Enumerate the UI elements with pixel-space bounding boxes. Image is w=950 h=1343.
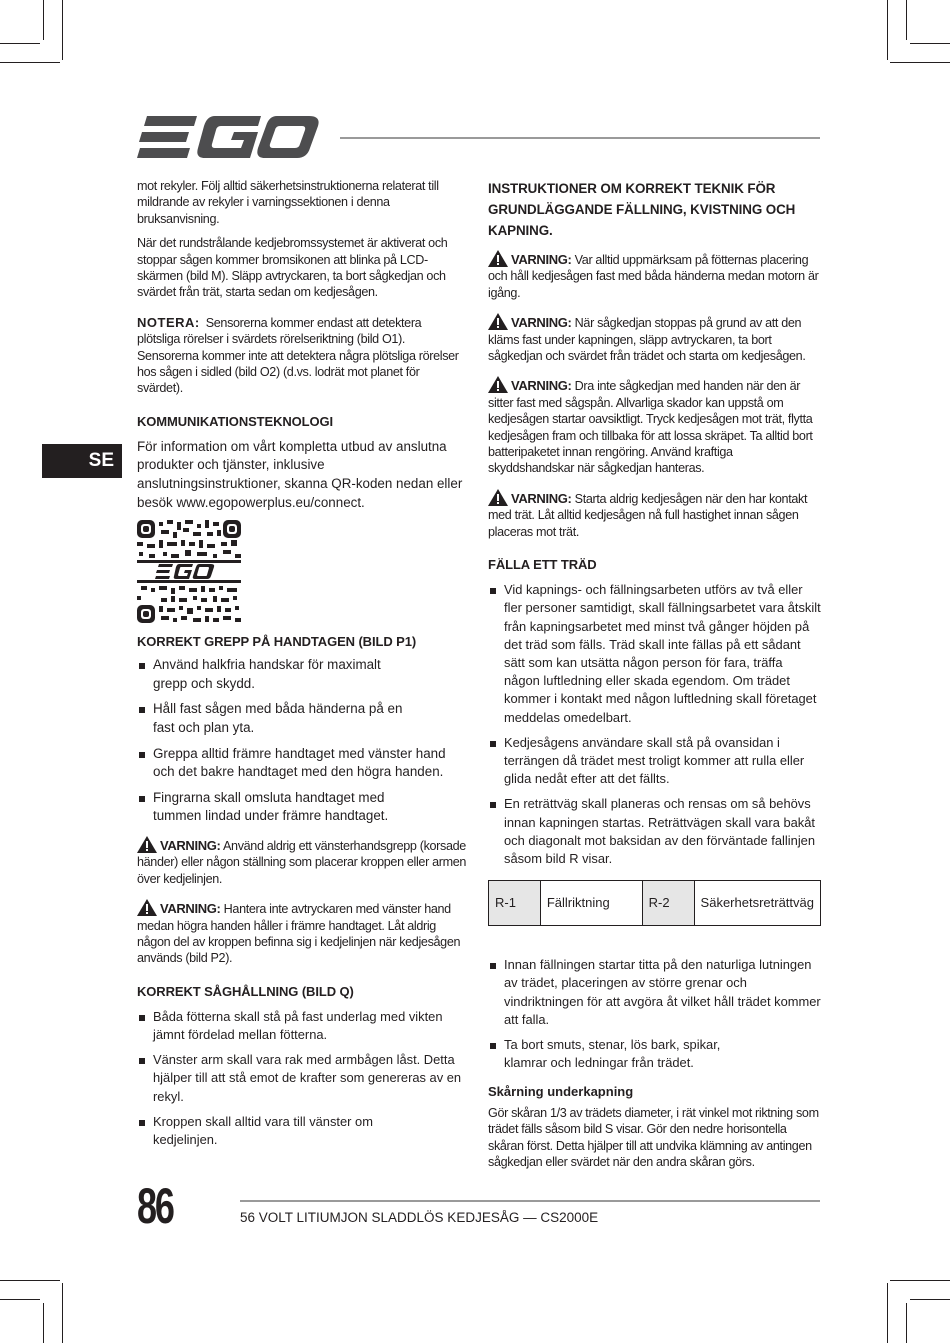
list-item: Innan fällningen startar titta på den naturliga lutningen av trädet, placeringen av större grenar och vindriktningen för att avgöra åt vilket håll trädet kommer att falla.	[488, 956, 821, 1029]
warning-label: VARNING:	[160, 838, 221, 853]
list-item: Vänster arm skall vara rak med armbågen låst. Detta hjälper till att stå emot de krafter som genereras av en rekyl.	[137, 1051, 467, 1106]
warning-block	[137, 836, 467, 887]
page-number: 86	[137, 1178, 173, 1234]
crop-mark	[0, 62, 60, 63]
list-item: Kroppen skall alltid vara till vänster om kedjelinjen.	[137, 1113, 467, 1149]
table-cell: R-1	[489, 881, 541, 926]
notch-text: Gör skåran 1/3 av trädets diameter, i rät vinkel mot riktning som trädet fälls såsom bild S visar. Gör den nedre horisontella skåran först. Detta hjälper till att undvika klämning av antingen sågkedjan eller svärdet när den andra skåran görs.	[488, 1105, 819, 1169]
crop-mark	[0, 1280, 60, 1281]
table-cell: Säkerhetsreträttväg	[694, 881, 820, 926]
table-row	[489, 881, 821, 926]
warning-triangle-icon	[137, 899, 157, 916]
language-tab: SE	[42, 444, 122, 478]
list-item: En reträttväg skall planeras och rensas om så behövs innan kapningen startas. Reträttvägen skall vara bakåt och diagonalt mot baksidan av den förväntade fallinjen såsom bild R visar.	[488, 795, 821, 868]
crop-mark	[906, 1303, 907, 1343]
table-cell: R-2	[642, 881, 694, 926]
felling-list-2	[488, 956, 821, 1072]
list-item: Vid kapnings- och fällningsarbeten utförs av två eller fler personer samtidigt, skall fällningsarbetet vara åtskilt från kapningsarbetet med minst två gånger höjden på det träd som fälls. Träd skall inte fällas på ett sådant sätt som kan utsätta någon person för fara, träffa någon luftledning eller skada egendom. Om trädet kommer i kontakt med någon luftledning skall företaget meddelas omedelbart.	[488, 581, 821, 727]
crop-mark	[62, 0, 63, 60]
list-item: Greppa alltid främre handtaget med vänster hand och det bakre handtaget med den högra handen.	[137, 745, 467, 782]
warning-block	[488, 250, 821, 301]
warning-label: VARNING:	[511, 315, 572, 331]
warning-text: När sågkedjan stoppas på grund av att den kläms fast under kapningen, släpp avtryckaren, ta bort sågkedjan och svärdet från trädet och starta om kedjesågen.	[488, 316, 806, 364]
stance-heading: KORREKT SÅGHÅLLNING (BILD Q)	[137, 983, 354, 999]
warning-block	[488, 489, 821, 540]
footer-rule	[240, 1200, 820, 1202]
qr-code[interactable]	[137, 520, 241, 623]
warning-label: VARNING:	[511, 490, 572, 506]
warning-text: Använd aldrig ett vänsterhandsgrepp (korsade händer) eller någon ställning som placerar kroppen eller armen över kedjelinjen.	[137, 839, 467, 886]
crop-mark	[890, 62, 950, 63]
warning-block	[488, 376, 821, 476]
warning-text: Starta aldrig kedjesågen när den har kontakt med trät. Låt alltid kedjesågen nå full hastighet innan sågen placeras mot trät.	[488, 491, 808, 539]
technique-heading: INSTRUKTIONER OM KORREKT TEKNIK FÖR GRUNDLÄGGANDE FÄLLNING, KVISTNING OCH KAPNING.	[488, 181, 796, 238]
crop-mark	[62, 1283, 63, 1343]
crop-mark	[887, 0, 888, 60]
table-cell: Fällriktning	[540, 881, 642, 926]
warning-label: VARNING:	[511, 252, 572, 267]
note-text: Sensorerna kommer endast att detektera plötsliga rörelser i svärdets rörelseriktning (bild O1). Sensorerna kommer inte att detektera några plötsliga rörelser hos sågen i sidled (bild O2) (d.vs. lodrät mot planet för svärdet).	[137, 315, 459, 396]
grip-list	[137, 656, 467, 826]
retreat-legend-table	[488, 880, 821, 926]
warning-triangle-icon	[488, 250, 508, 267]
crop-mark	[887, 1283, 888, 1343]
footer-title: 56 VOLT LITIUMJON SLADDLÖS KEDJESÅG — CS2000E	[240, 1210, 599, 1225]
list-item: Använd halkfria handskar för maximalt grepp och skydd.	[137, 656, 467, 693]
crop-mark	[910, 43, 950, 44]
warning-label: VARNING:	[160, 901, 221, 917]
crop-mark	[0, 43, 40, 44]
warning-block	[488, 313, 821, 364]
warning-triangle-icon	[488, 376, 508, 393]
header-rule	[340, 137, 820, 139]
list-item: Båda fötterna skall stå på fast underlag med vikten jämnt fördelad mellan fötterna.	[137, 1008, 467, 1044]
crop-mark	[910, 1299, 950, 1300]
communication-text: För information om vårt kompletta utbud av anslutna produkter och tjänster, inklusive anslutningsinstruktioner, skanna QR-koden nedan eller besök www.egopowerplus.eu/connect.	[137, 438, 463, 510]
warning-text: Hantera inte avtryckaren med vänster hand medan högra handen håller i främre handtaget. Låt aldrig någon del av kroppen befinna sig i kedjelinjen när kedjesågen används (bild P2).	[137, 902, 461, 966]
felling-list	[488, 581, 821, 868]
warning-text: Var alltid uppmärksam på fötternas placering och håll kedjesågen fast med båda händerna medan motorn är igång.	[488, 253, 819, 300]
crop-mark	[43, 0, 44, 40]
crop-mark	[43, 1303, 44, 1343]
left-column	[137, 178, 467, 1157]
warning-text: Dra inte sågkedjan med handen när den är sitter fast med sågspån. Allvarliga skador kan uppstå om kedjesågen startar oavsiktligt. Tryck kedjesågen mot trät, flytta kedjesågen fram och tillbaka för att lossa skräpet. Ta alltid bort batteripaketet innan rengöring. Använd kraftiga skyddshandskar när sågkedjan hanteras.	[488, 379, 813, 476]
note-label: NOTERA:	[137, 314, 200, 330]
communication-heading: KOMMUNIKATIONSTEKNOLOGI	[137, 413, 334, 429]
list-item: Håll fast sågen med båda händerna på en fast och plan yta.	[137, 700, 467, 737]
note-paragraph	[137, 315, 467, 397]
brake-paragraph: När det rundstrålande kedjebromssystemet är aktiverat och stoppar sågen kommer bromsikonen att blinka på LCD-skärmen (bild M). Släpp avtryckaren, ta bort sågkedjan och svärdet från trät, starta sedan om kedjesågen.	[137, 236, 448, 300]
stance-list	[137, 1008, 467, 1149]
warning-triangle-icon	[137, 836, 157, 853]
crop-mark	[890, 1280, 950, 1281]
crop-mark	[0, 1299, 40, 1300]
qr-code-graphic	[137, 520, 241, 623]
crop-mark	[906, 0, 907, 40]
warning-triangle-icon	[488, 313, 508, 330]
list-item: Ta bort smuts, stenar, lös bark, spikar, klamrar och ledningar från trädet.	[488, 1036, 821, 1072]
list-item: Kedjesågens användare skall stå på ovansidan i terrängen då trädet mest troligt kommer att rulla eller glida nedåt efter att det fällts.	[488, 734, 821, 789]
felling-heading: FÄLLA ETT TRÄD	[488, 557, 597, 573]
intro-paragraph: mot rekyler. Följ alltid säkerhetsinstruktionerna relaterat till mildrande av rekyler i varningssektionen i denna bruksanvisning.	[137, 179, 439, 226]
warning-triangle-icon	[488, 489, 508, 506]
warning-label: VARNING:	[511, 378, 572, 394]
list-item: Fingrarna skall omsluta handtaget med tummen lindad under främre handtaget.	[137, 789, 467, 826]
grip-heading: KORREKT GREPP PÅ HANDTAGEN (BILD P1)	[137, 634, 417, 650]
warning-block	[137, 899, 467, 967]
ego-logo	[137, 116, 321, 158]
notch-heading: Skårning underkapning	[488, 1084, 634, 1100]
right-column	[488, 178, 821, 1178]
